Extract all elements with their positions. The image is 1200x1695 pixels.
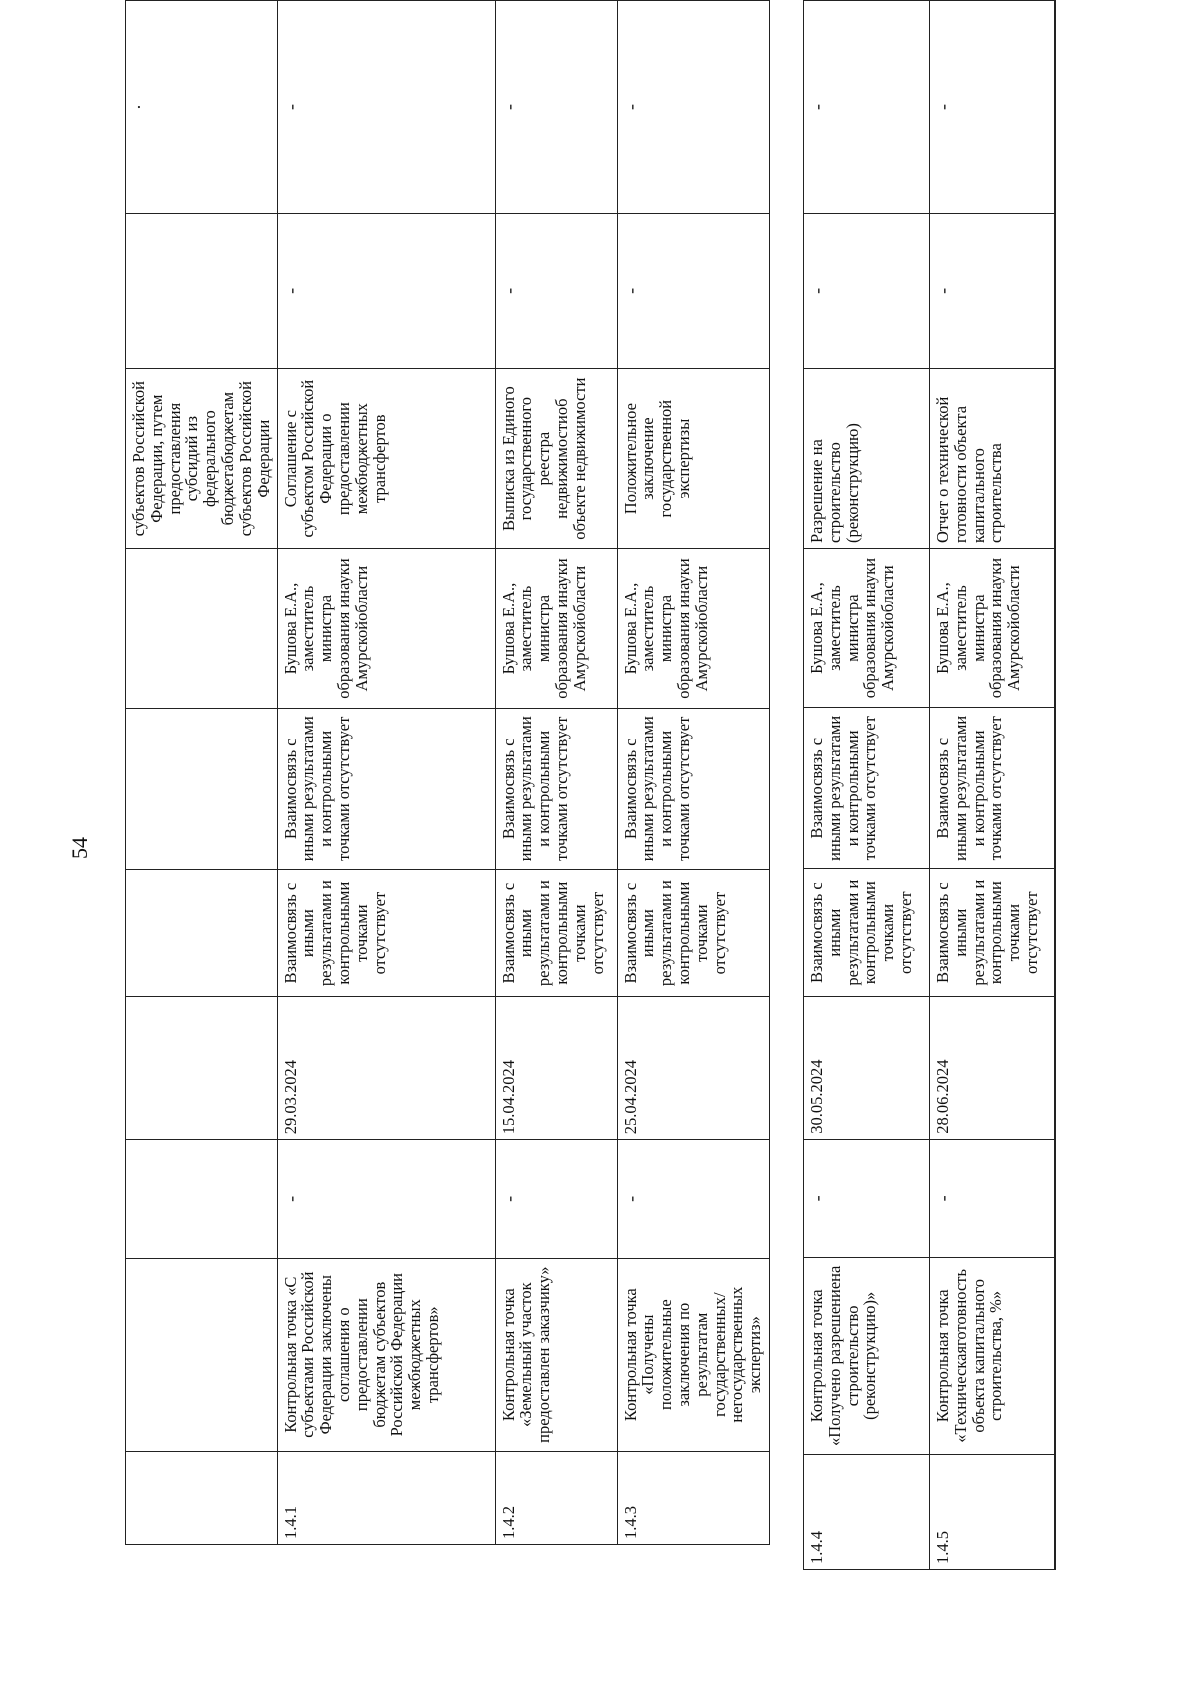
cell-relation-1: Взаимосвязь с иными результатами и контрольными точками отсутствует [277, 869, 495, 997]
cell-extra-1: - [930, 213, 1055, 368]
table-row [617, 1, 769, 1545]
cell-relation-2: Взаимосвязь с иными результатами и контрольными точками отсутствует [930, 708, 1055, 869]
table-row [126, 1, 278, 1545]
cell-responsible: Бушова Е.А., заместитель министра образования инауки Амурскойобласти [804, 549, 930, 708]
cell-plan: - [495, 1140, 617, 1258]
cell-num: 1.4.1 [277, 1451, 495, 1544]
cell-document: Разрешение на строительство (реконструкцию) [804, 368, 930, 548]
control-points-table-lower [803, 0, 1056, 1570]
table-row [277, 1, 495, 1545]
cell-date: 25.04.2024 [617, 997, 769, 1140]
cell-date: 29.03.2024 [277, 997, 495, 1140]
table-row [930, 1, 1055, 1570]
cell-extra-2: - [930, 1, 1055, 214]
cell-extra-1: - [617, 213, 769, 368]
cell-extra-1: - [495, 213, 617, 368]
cell-num [126, 1451, 278, 1544]
cell-extra-2: - [277, 1, 495, 214]
cell-responsible [126, 549, 278, 708]
cell-document: Выписка из Единого государственного реестра недвижимостиоб объекте недвижимости [495, 368, 617, 549]
cell-name: Контрольная точка «Получено разрешениена строительство (реконструкцию)» [804, 1258, 930, 1455]
cell-num: 1.4.3 [617, 1451, 769, 1544]
cell-document: Отчет о технической готовности объекта капитального строительства [930, 368, 1055, 548]
cell-document: Положительное заключение государственной экспертизы [617, 368, 769, 549]
cell-responsible: Бушова Е.А., заместитель министра образования инауки Амурскойобласти [495, 549, 617, 708]
cell-name: Контрольная точка «Земельный участок предоставлен заказчику» [495, 1258, 617, 1451]
table-row [495, 1, 617, 1545]
cell-extra-1: - [804, 213, 930, 368]
cell-relation-1: Взаимосвязь с иными результатами и контрольными точками отсутствует [495, 869, 617, 997]
cell-plan: - [930, 1139, 1055, 1257]
cell-responsible: Бушова Е.А., заместитель министра образования инауки Амурскойобласти [930, 549, 1055, 708]
cell-date: 28.06.2024 [930, 996, 1055, 1139]
cell-plan [126, 1140, 278, 1258]
cell-date: 30.05.2024 [804, 996, 930, 1139]
cell-relation-2: Взаимосвязь с иными результатами и контрольными точками отсутствует [277, 708, 495, 869]
cell-num: 1.4.4 [804, 1454, 930, 1569]
cell-name [126, 1258, 278, 1451]
cell-relation-2 [126, 708, 278, 869]
cell-document: Соглашение с субъектом Российской Федерации о предоставлении межбюджетных трансфертов [277, 368, 495, 549]
cell-plan: - [617, 1140, 769, 1258]
cell-relation-1: Взаимосвязь с иными результатами и контрольными точками отсутствует [617, 869, 769, 997]
cell-num: 1.4.5 [930, 1454, 1055, 1569]
control-points-table-upper [125, 0, 770, 1545]
cell-plan: - [804, 1139, 930, 1257]
cell-plan: - [277, 1140, 495, 1258]
cell-extra-2: - [617, 1, 769, 214]
cell-relation-2: Взаимосвязь с иными результатами и контрольными точками отсутствует [804, 708, 930, 869]
cell-date [126, 997, 278, 1140]
cell-relation-1 [126, 869, 278, 997]
cell-date: 15.04.2024 [495, 997, 617, 1140]
cell-extra-1 [126, 213, 278, 368]
cell-document: субъектов Российской Федерации, путем предоставления субсидий из федерального бюджетабюджетам субъектов Российской Федерации [126, 368, 278, 549]
cell-responsible: Бушова Е.А., заместитель министра образования инауки Амурскойобласти [277, 549, 495, 708]
cell-relation-2: Взаимосвязь с иными результатами и контрольными точками отсутствует [495, 708, 617, 869]
cell-extra-2: - [495, 1, 617, 214]
cell-relation-1: Взаимосвязь с иными результатами и контрольными точками отсутствует [930, 869, 1055, 997]
cell-name: Контрольная точка «С субъектами Российской Федерации заключены соглашения о предоставлении бюджетам субъектов Российской Федерации межбюджетных трансфертов» [277, 1258, 495, 1451]
cell-responsible: Бушова Е.А., заместитель министра образования инауки Амурскойобласти [617, 549, 769, 708]
cell-relation-2: Взаимосвязь с иными результатами и контрольными точками отсутствует [617, 708, 769, 869]
cell-extra-2: - [804, 1, 930, 214]
cell-extra-2: · [126, 1, 278, 214]
cell-extra-1: - [277, 213, 495, 368]
cell-name: Контрольная точка «Техническаяготовность объекта капитального строительства, %» [930, 1258, 1055, 1455]
cell-name: Контрольная точка «Получены положительные заключения по результатам государственных/негосударственных экспертиз» [617, 1258, 769, 1451]
page-number: 54 [67, 837, 92, 859]
cell-relation-1: Взаимосвязь с иными результатами и контрольными точками отсутствует [804, 869, 930, 997]
cell-num: 1.4.2 [495, 1451, 617, 1544]
table-row [804, 1, 930, 1570]
